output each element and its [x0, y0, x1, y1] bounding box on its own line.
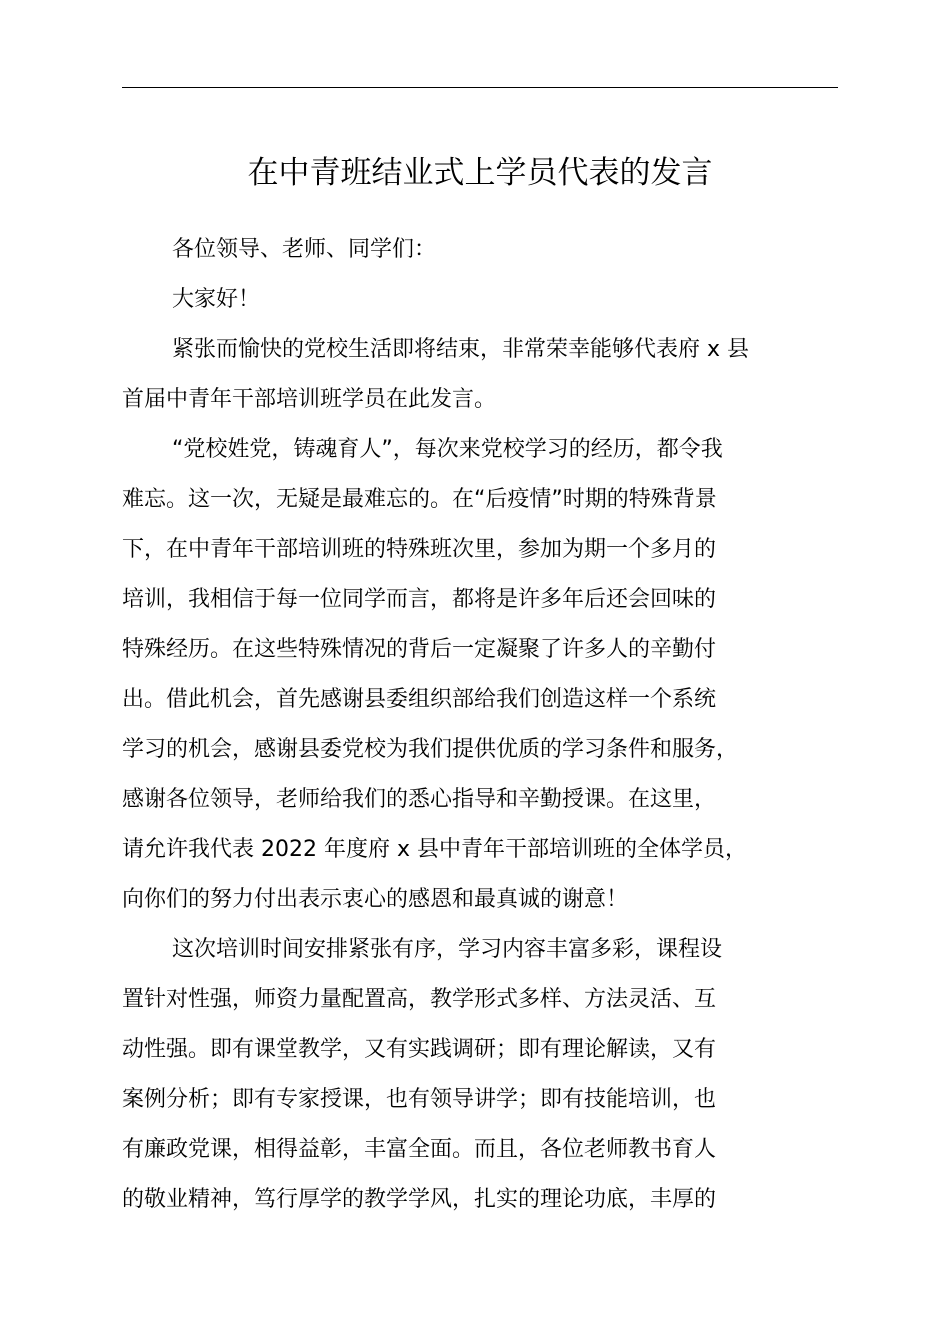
paragraph-line: 首届中青年干部培训班学员在此发言。 [122, 387, 497, 412]
paragraph-line: 学习的机会，感谢县委党校为我们提供优质的学习条件和服务， [122, 737, 739, 762]
paragraph-line: 特殊经历。在这些特殊情况的背后一定凝聚了许多人的辛勤付 [122, 637, 717, 662]
paragraph-line: 紧张而愉快的党校生活即将结束，非常荣幸能够代表府 x 县 [172, 337, 750, 362]
paragraph-line: “党校姓党，铸魂育人”，每次来党校学习的经历，都令我 [172, 437, 723, 462]
paragraph-line: 感谢各位领导，老师给我们的悉心指导和辛勤授课。在这里， [122, 787, 717, 812]
paragraph-line: 请允许我代表 2022 年度府 x 县中青年干部培训班的全体学员， [122, 837, 747, 862]
salutation-line: 各位领导、老师、同学们： [172, 237, 437, 262]
paragraph-line: 向你们的努力付出表示衷心的感恩和最真诚的谢意！ [122, 887, 629, 912]
header-rule [122, 87, 838, 88]
paragraph-line: 案例分析；即有专家授课，也有领导讲学；即有技能培训，也 [122, 1087, 717, 1112]
document-body [122, 226, 838, 1226]
document-title: 在中青班结业式上学员代表的发言 [247, 155, 713, 191]
paragraph-line: 有廉政党课，相得益彰，丰富全面。而且，各位老师教书育人 [122, 1137, 717, 1162]
paragraph-line: 出。借此机会，首先感谢县委组织部给我们创造这样一个系统 [122, 687, 717, 712]
paragraph-line: 下，在中青年干部培训班的特殊班次里，参加为期一个多月的 [122, 537, 717, 562]
paragraph-line: 培训，我相信于每一位同学而言，都将是许多年后还会回味的 [122, 587, 717, 612]
paragraph-line: 的敬业精神，笃行厚学的教学学风，扎实的理论功底，丰厚的 [122, 1187, 717, 1212]
paragraph-line: 置针对性强，师资力量配置高，教学形式多样、方法灵活、互 [122, 987, 717, 1012]
paragraph-line: 这次培训时间安排紧张有序，学习内容丰富多彩，课程设 [172, 937, 723, 962]
paragraph-line: 动性强。即有课堂教学，又有实践调研；即有理论解读，又有 [122, 1037, 717, 1062]
paragraph-line: 难忘。这一次，无疑是最难忘的。在“后疫情”时期的特殊背景 [122, 487, 717, 512]
greeting-line: 大家好！ [172, 287, 261, 312]
